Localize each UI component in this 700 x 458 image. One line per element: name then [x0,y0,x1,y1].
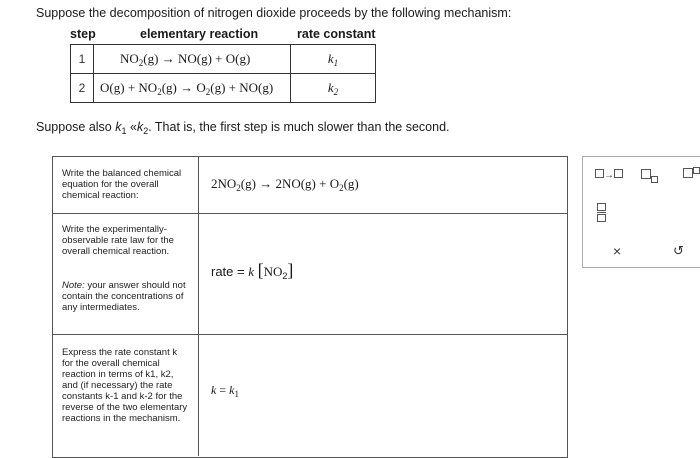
question-label: Write the experimentally-observable rate law for the overall chemical reaction. [62,224,174,257]
step-number: 1 [71,45,94,74]
fraction-tool[interactable] [597,203,606,222]
step-header: step [70,27,96,41]
close-icon[interactable]: × [613,243,622,259]
undo-icon[interactable]: ↺ [673,243,684,258]
step-number: 2 [71,74,94,103]
subscript-tool[interactable] [641,169,658,183]
mechanism-table [70,44,376,103]
rate-law-answer[interactable]: rate = k $[NO_2]$ [211,260,294,281]
question-label-cell [53,335,199,456]
question-label: Write the balanced chemical equation for the overall chemical reaction: [62,168,182,201]
question-row-overall-reaction [53,157,567,214]
question-panel [52,156,568,458]
rate-header: rate constant [297,27,376,41]
intro-text: Suppose the decomposition of nitrogen dioxide proceeds by the following mechanism: [36,6,512,20]
question-label-cell [53,157,199,213]
question-label: Express the rate constant k for the overall chemical reaction in terms of k1, k2, and (if necessary) the rate constants k-1 and k-2 for the reverse of the two elementary reactions in the mechanism. [62,347,188,424]
note-text: Note: your answer should not contain the concentrations of any intermediates. [62,280,186,313]
question-label-cell [53,214,199,334]
reaction-header: elementary reaction [140,27,259,41]
reaction-arrow-tool[interactable]: → [595,169,623,181]
assumption-text: Suppose also $k_1$ «$k_2$. That is, the first step is much slower than the second. [36,120,450,136]
mechanism-row [71,74,376,103]
question-row-rate-constant [53,335,567,456]
reaction-1: $NO_2(g) \to NO(g) + O(g)$ [94,45,291,74]
rate-constant-2: $k_2$ [291,74,376,103]
mechanism-row [71,45,376,74]
rate-constant-1: $k_1$ [291,45,376,74]
superscript-tool[interactable] [683,166,700,178]
reaction-2: $O(g) + NO_2(g) \to O_2(g) + NO(g)$ [94,74,291,103]
overall-equation-answer[interactable]: $2NO_2(g) \to 2NO(g) + O_2(g)$ [211,176,359,193]
answer-toolbar [582,156,700,268]
question-row-rate-law [53,214,567,335]
rate-constant-answer[interactable]: $k = k_1$ [211,383,239,399]
